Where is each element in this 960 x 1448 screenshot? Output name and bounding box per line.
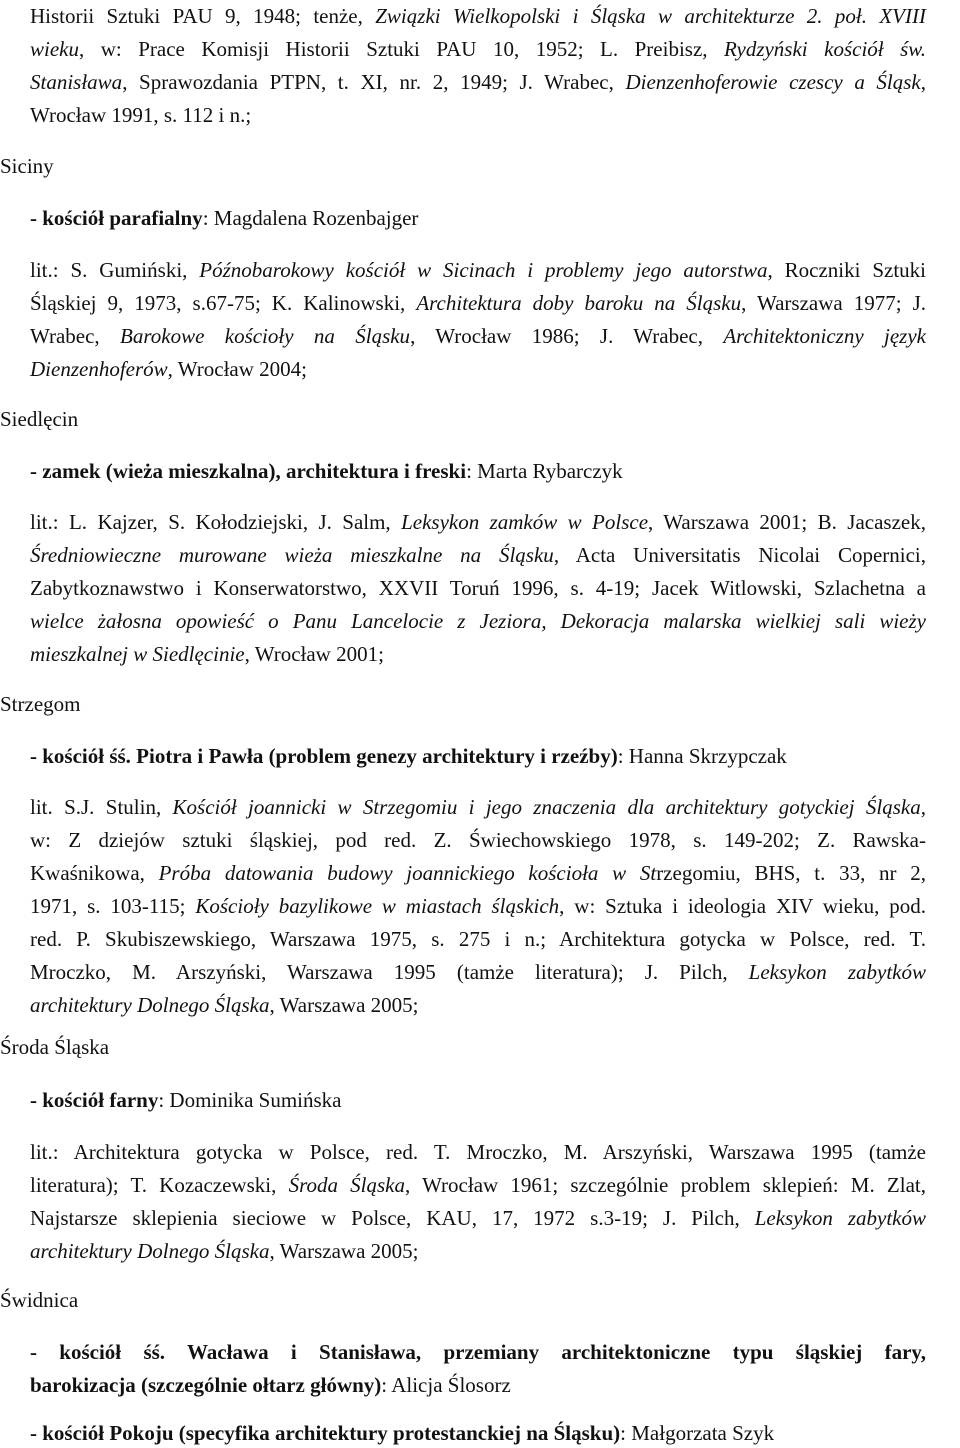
topic-line (30, 741, 926, 771)
italic-title: Środa Śląska (288, 1173, 405, 1197)
paragraph-line (30, 606, 926, 636)
topic-line (30, 1418, 926, 1448)
section-heading: Siedlęcin (0, 407, 79, 431)
paragraph-line (30, 924, 926, 954)
text-run: : Alicja Ślosorz (381, 1373, 511, 1397)
italic-title: mieszkalnej w Siedlęcinie (30, 642, 245, 666)
paragraph-line (30, 288, 926, 318)
text-run: , (920, 70, 927, 94)
paragraph-line (30, 1236, 926, 1266)
paragraph-line (30, 639, 926, 669)
text-run: , w: Sztuka i ideologia XIV wieku, pod. (559, 894, 926, 918)
text-run: : Magdalena Rozenbajger (202, 206, 419, 230)
text-run: , w: Prace Komisji Historii Sztuki PAU 10, 1952; L. Preibisz, (78, 37, 725, 61)
topic-line (30, 1370, 926, 1400)
text-run: , Warszawa 2001; B. Jacaszek, (648, 510, 926, 534)
text-run: red. P. Skubiszewskiego, Warszawa 1975, s. 275 i n.; Architektura gotycka w Polsce, red. T. (30, 927, 926, 951)
paragraph-line (30, 1170, 926, 1200)
text-run: , Wrocław 2001; (244, 642, 384, 666)
section-heading: Siciny (0, 154, 54, 178)
italic-title: Dienzenhoferowie czescy a Śląsk (625, 70, 921, 94)
text-run: : Hanna Skrzypczak (617, 744, 787, 768)
text-run: lit. S.J. Stulin, (30, 795, 173, 819)
text-run: , (920, 795, 926, 819)
italic-title: Leksykon zabytków (754, 1206, 926, 1230)
text-run: , Warszawa 2005; (269, 993, 419, 1017)
text-run: , Warszawa 2005; (269, 1239, 419, 1263)
text-run: Mroczko, M. Arszyński, Warszawa 1995 (tamże literatura); J. Pilch, (30, 960, 749, 984)
italic-title: Architektoniczny język (723, 324, 926, 348)
italic-title: Średniowieczne murowane wieża mieszkalne na Śląsku (30, 543, 554, 567)
italic-title: Leksykon zamków w Polsce (401, 510, 649, 534)
topic-line (30, 1085, 926, 1115)
italic-title: Dienzenhoferów (30, 357, 168, 381)
text-run: lit.: S. Gumiński, (30, 258, 200, 282)
italic-title: architektury Dolnego Śląska (30, 1239, 270, 1263)
text-run: , Sprawozdania PTPN, t. XI, nr. 2, 1949; J. Wrabec, (122, 70, 626, 94)
text-run: Zabytkoznawstwo i Konserwatorstwo, XXVII Toruń 1996, s. 4-19; Jacek Witlowski, Szlachetna a (30, 576, 926, 600)
section-heading: Strzegom (0, 692, 81, 716)
topic-line (30, 456, 926, 486)
text-run: : Małgorzata Szyk (620, 1421, 775, 1445)
italic-title: Barokowe kościoły na Śląsku (120, 324, 411, 348)
paragraph-line (30, 990, 926, 1020)
text-run: Kwaśnikowa, (30, 861, 159, 885)
paragraph-line (30, 100, 926, 130)
text-run: 1971, s. 103-115; (30, 894, 196, 918)
text-run: lit.: Architektura gotycka w Polsce, red. T. Mroczko, M. Arszyński, Warszawa 1995 (tamże (30, 1140, 926, 1164)
italic-title: Stanisława (30, 70, 123, 94)
italic-title: Kościoły bazylikowe w miastach śląskich (195, 894, 560, 918)
bold-text: - kościół farny (30, 1088, 159, 1112)
paragraph-line (30, 858, 926, 888)
paragraph-line (30, 891, 926, 921)
text-run: Wrocław 1991, s. 112 i n.; (30, 103, 252, 127)
section-heading: Świdnica (0, 1288, 79, 1312)
text-run: literatura); T. Kozaczewski, (30, 1173, 289, 1197)
text-run: : Marta Rybarczyk (466, 459, 623, 483)
text-run: : Dominika Sumińska (158, 1088, 342, 1112)
paragraph-line (30, 825, 926, 855)
paragraph-line (30, 507, 926, 537)
paragraph-line (30, 792, 926, 822)
bold-text: - kościół parafialny (30, 206, 203, 230)
paragraph-line (30, 67, 926, 97)
text-run: , Acta Universitatis Nicolai Copernici, (553, 543, 927, 567)
bold-text: - kościół śś. Wacława i Stanisława, przemiany architektoniczne typu śląskiej fary, (30, 1340, 926, 1364)
bold-text: - zamek (wieża mieszkalna), architektura i freski (30, 459, 467, 483)
bold-text: barokizacja (szczególnie ołtarz główny) (30, 1373, 382, 1397)
text-run: , Wrocław 1986; J. Wrabec, (410, 324, 724, 348)
italic-title: Próba datowania budowy joannickiego kościoła w St (158, 861, 657, 885)
paragraph-line (30, 540, 926, 570)
topic-line (30, 1337, 926, 1367)
text-run: Wrabec, (30, 324, 121, 348)
paragraph-line (30, 1, 926, 31)
paragraph-line (30, 573, 926, 603)
paragraph-line (30, 321, 926, 351)
italic-title: Architektura doby baroku na Śląsku (416, 291, 742, 315)
text-run: , Roczniki Sztuki (767, 258, 926, 282)
italic-title: Kościół joannicki w Strzegomiu i jego znaczenia dla architektury gotyckiej Śląska (172, 795, 921, 819)
italic-title: wielce żałosna opowieść o Panu Lancelocie z Jeziora, Dekoracja malarska wielkiej sali wieży (30, 609, 926, 633)
paragraph-line (30, 1137, 926, 1167)
italic-title: Związki Wielkopolski i Śląska w architekturze 2. poł. XVIII (375, 4, 926, 28)
italic-title: Późnobarokowy kościół w Sicinach i problemy jego autorstwa (199, 258, 768, 282)
paragraph-line (30, 1203, 926, 1233)
text-run: , Wrocław 1961; szczególnie problem sklepień: M. Zlat, (405, 1173, 926, 1197)
topic-line (30, 203, 926, 233)
paragraph-line (30, 354, 926, 384)
paragraph-line (30, 34, 926, 64)
paragraph-line (30, 255, 926, 285)
text-run: Historii Sztuki PAU 9, 1948; tenże, (30, 4, 376, 28)
italic-title: architektury Dolnego Śląska (30, 993, 270, 1017)
text-run: lit.: L. Kajzer, S. Kołodziejski, J. Salm, (30, 510, 402, 534)
italic-title: Leksykon zabytków (748, 960, 926, 984)
text-run: , Warszawa 1977; J. (741, 291, 926, 315)
text-run: Śląskiej 9, 1973, s.67-75; K. Kalinowski, (30, 291, 417, 315)
bold-text: - kościół śś. Piotra i Pawła (problem genezy architektury i rzeźby) (30, 744, 618, 768)
text-run: Najstarsze sklepienia sieciowe w Polsce, KAU, 17, 1972 s.3-19; J. Pilch, (30, 1206, 755, 1230)
section-heading: Środa Śląska (0, 1035, 110, 1059)
italic-title: Rydzyński kościół św. (724, 37, 926, 61)
text-run: rzegomiu, BHS, t. 33, nr 2, (656, 861, 926, 885)
paragraph-line (30, 957, 926, 987)
text-run: w: Z dziejów sztuki śląskiej, pod red. Z. Świechowskiego 1978, s. 149-202; Z. Rawska- (30, 828, 926, 852)
italic-title: wieku (30, 37, 79, 61)
bold-text: - kościół Pokoju (specyfika architektury protestanckiej na Śląsku) (30, 1421, 621, 1445)
text-run: , Wrocław 2004; (167, 357, 307, 381)
